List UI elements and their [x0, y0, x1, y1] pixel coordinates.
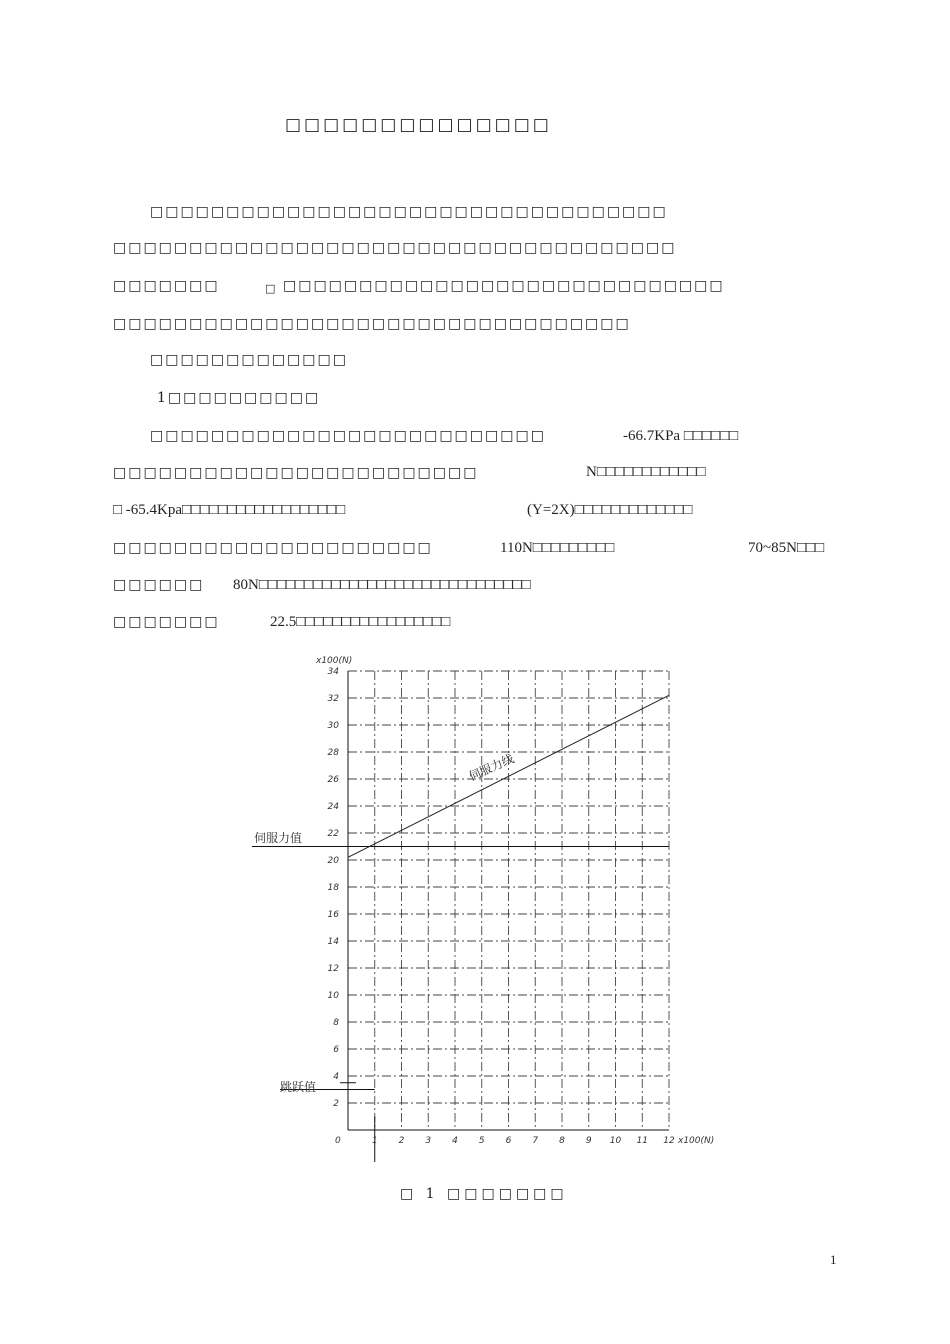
text-line: 110N□□□□□□□□□: [500, 540, 615, 556]
text-line: □□□□□□: [113, 577, 205, 593]
x-tick-label: 9: [585, 1136, 592, 1146]
servo-line-label: 伺服力线: [466, 751, 517, 784]
y-axis-unit: x100(N): [316, 656, 353, 666]
y-tick-label: 6: [333, 1045, 339, 1055]
page-number: 1: [830, 1252, 837, 1267]
text-line: 80N□□□□□□□□□□□□□□□□□□□□□□□□□□□□□□: [233, 577, 531, 593]
y-tick-label: 16: [327, 910, 339, 920]
origin-label: 0: [335, 1136, 341, 1146]
x-tick-label: 7: [532, 1136, 539, 1146]
text-line: □□□□□□□: [113, 614, 220, 630]
x-tick-label: 6: [505, 1136, 512, 1146]
section-heading: □□□□□□□□□□□□□: [150, 352, 348, 368]
y-tick-labels: [328, 667, 340, 1109]
y-tick-label: 22: [327, 829, 339, 839]
x-axis-unit: x100(N): [678, 1136, 715, 1146]
figure-caption: □ 1 □□□□□□□: [400, 1186, 568, 1202]
x-tick-label: 3: [425, 1136, 432, 1146]
y-tick-label: 24: [327, 802, 339, 812]
servo-force-chart: [240, 648, 720, 1168]
text-line: □ -65.4Kpa□□□□□□□□□□□□□□□□□□: [113, 502, 346, 518]
y-tick-label: 28: [327, 748, 339, 758]
text-line: □□□□□□□□□□□□□□□□□□□□□□□□□□□□□: [283, 278, 725, 294]
text-line: 22.5□□□□□□□□□□□□□□□□□: [270, 614, 451, 630]
x-tick-label: 11: [636, 1136, 648, 1146]
y-tick-label: 34: [327, 667, 339, 677]
x-tick-labels: [372, 1136, 675, 1146]
x-tick-label: 5: [478, 1136, 485, 1146]
x-tick-label: 8: [559, 1136, 565, 1146]
text-line: □□□□□□□□□□□□□□□□□□□□□□□□□□: [150, 428, 546, 444]
text-line: 70~85N□□□: [748, 540, 825, 556]
x-tick-label: 2: [398, 1136, 405, 1146]
y-tick-label: 18: [327, 883, 339, 893]
servo-value-label: 伺服力值: [254, 831, 303, 845]
x-tick-label: 4: [452, 1136, 458, 1146]
y-tick-label: 4: [333, 1072, 339, 1082]
text-line: □□□□□□□□□□□□□□□□□□□□□□□□□□□□□□□□□□□□□: [113, 240, 677, 256]
page-title: □□□□□□□□□□□□□□: [285, 115, 552, 135]
y-tick-label: 32: [327, 694, 339, 704]
text-line: (Y=2X)□□□□□□□□□□□□□: [527, 502, 693, 518]
text-line: -66.7KPa □□□□□□: [623, 428, 739, 444]
y-tick-label: 10: [327, 991, 339, 1001]
x-tick-label: 10: [609, 1136, 622, 1146]
y-tick-label: 2: [333, 1099, 339, 1109]
text-line: □: [265, 282, 278, 295]
subsection-heading: 1□□□□□□□□□□: [157, 390, 321, 406]
jump-value-label: 跳跃值: [280, 1080, 317, 1094]
x-tick-label: 12: [663, 1136, 675, 1146]
y-tick-label: 20: [327, 856, 339, 866]
y-tick-label: 12: [327, 964, 339, 974]
x-tick-label: 1: [371, 1136, 378, 1146]
y-tick-label: 14: [327, 937, 339, 947]
text-line: □□□□□□□□□□□□□□□□□□□□□□□□: [113, 465, 479, 481]
y-tick-label: 8: [333, 1018, 339, 1028]
y-tick-label: 26: [327, 775, 339, 785]
y-tick-label: 30: [327, 721, 339, 731]
text-line: □□□□□□□: [113, 278, 220, 294]
text-line: □□□□□□□□□□□□□□□□□□□□□: [113, 540, 433, 556]
chart-grid: [348, 671, 669, 1130]
text-line: □□□□□□□□□□□□□□□□□□□□□□□□□□□□□□□□□□: [150, 204, 668, 220]
text-line: N□□□□□□□□□□□□: [586, 464, 706, 480]
text-line: □□□□□□□□□□□□□□□□□□□□□□□□□□□□□□□□□□: [113, 316, 631, 332]
